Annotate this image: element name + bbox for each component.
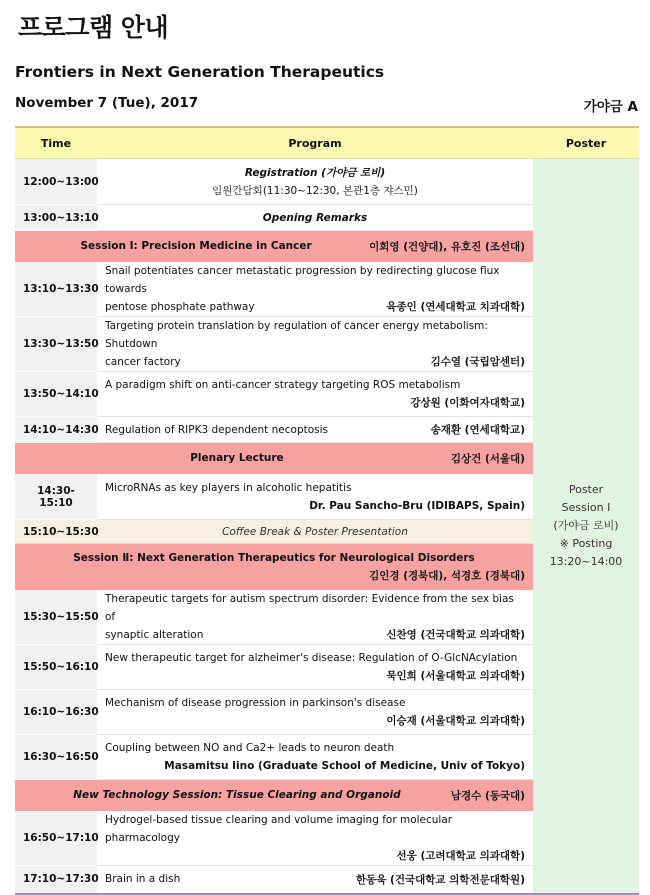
header-program: Program [97,127,533,159]
program-cell [97,262,533,317]
time-cell: 13:50~14:10 [15,372,97,417]
poster-line: 13:20~14:00 [549,554,623,568]
header-time: Time [15,127,97,159]
talk-speaker: Masamitsu Iino (Graduate School of Medicine, Univ of Tokyo) [164,760,525,772]
session-chairs: 이회영 (건양대), 유호진 (조선대) [369,240,525,253]
session-title: Session Ⅰ: Precision Medicine in Cancer [80,240,312,252]
program-cell [97,735,533,780]
talk-title: Targeting protein translation by regulation of cancer energy metabolism: Shutdown [105,320,488,350]
time-cell: 13:10~13:30 [15,262,97,317]
talk-speaker: 신찬영 (건국대학교 의과대학) [386,629,525,641]
talk-speaker: 묵인희 (서울대학교 의과대학) [386,670,525,682]
time-cell: 16:10~16:30 [15,690,97,735]
program-cell [97,417,533,443]
talk-speaker: 송재환 (연세대학교) [430,424,525,436]
poster-line: (가야금 로비) [553,518,619,532]
session-chair: 남경수 (동국대) [450,789,525,802]
time-cell: 16:50~17:10 [15,811,97,866]
talk-title: Mechanism of disease progression in parkinson's disease [105,697,406,709]
session-chairs: 김인경 (경북대), 석경호 (경북대) [369,569,525,582]
session-header-cell [15,443,533,474]
program-cell [97,811,533,866]
time-cell: 15:10~15:30 [15,520,97,544]
talk-title: Hydrogel-based tissue clearing and volume imaging for molecular pharmacology [105,814,453,844]
program-venue: 가야금 A [583,99,638,115]
session-title: New Technology Session: Tissue Clearing and Organoid [73,789,401,801]
program-cell [97,474,533,520]
session-title: Session Ⅱ: Next Generation Therapeutics for Neurological Disorders [73,551,475,564]
plenary-chair: 김상건 (서울대) [450,452,525,465]
conference-title: Frontiers in Next Generation Therapeutics [15,63,385,81]
program-cell [97,590,533,645]
program-table [15,126,639,895]
talk-title: cancer factory [105,356,181,368]
session-header-cell [15,544,533,590]
program-cell [97,372,533,417]
poster-line: Poster [568,482,604,496]
time-cell: 14:30-15:10 [15,474,97,520]
talk-speaker: 선웅 (고려대학교 의과대학) [396,850,525,862]
time-cell: 13:00~13:10 [15,205,97,231]
talk-title: MicroRNAs as key players in alcoholic hepatitis [105,481,352,494]
talk-title: Regulation of RIPK3 dependent necoptosis [105,423,329,436]
time-cell: 17:10~17:30 [15,866,97,894]
talk-title: synaptic alteration [105,629,204,641]
program-cell [97,159,533,205]
time-cell: 13:30~13:50 [15,317,97,372]
talk-title: Snail potentiates cancer metastatic progression by redirecting glucose flux towards [105,265,500,295]
registration-title: Registration (가야금 로비) [244,166,386,179]
talk-title: Therapeutic targets for autism spectrum disorder: Evidence from the sex bias of [105,593,514,623]
poster-line: ※ Posting [559,536,613,550]
talk-title: pentose phosphate pathway [105,301,255,313]
talk-speaker: 김수열 (국립암센터) [430,356,525,368]
time-cell: 12:00~13:00 [15,159,97,205]
talk-title: A paradigm shift on anti-cancer strategy targeting ROS metabolism [105,379,461,391]
header-poster: Poster [533,127,639,159]
talk-speaker: 강상원 (이화여자대학교) [410,397,525,409]
talk-title: Brain in a dish [105,873,181,886]
poster-line: Session Ⅰ [561,500,611,514]
talk-speaker: 한동욱 (건국대학교 의학전문대학원) [355,873,525,886]
poster-session-cell [533,159,639,894]
program-cell [97,866,533,894]
time-cell: 15:50~16:10 [15,645,97,690]
time-cell: 15:30~15:50 [15,590,97,645]
time-cell: 16:30~16:50 [15,735,97,780]
talk-title: New therapeutic target for alzheimer's disease: Regulation of O-GlcNAcylation [105,652,518,664]
registration-sub: 임원간담회(11:30~12:30, 본관1층 쟈스민) [212,184,418,197]
program-cell [97,690,533,735]
session-header-cell [15,231,533,262]
program-cell [97,645,533,690]
program-date: November 7 (Tue), 2017 [15,95,199,111]
talk-speaker: 이승재 (서울대학교 의과대학) [386,715,525,727]
table-header-row [15,127,639,159]
program-cell [97,317,533,372]
time-cell: 14:10~14:30 [15,417,97,443]
opening-title: Opening Remarks [97,205,533,231]
page-title: 프로그램 안내 [18,13,169,42]
talk-speaker: 육종인 (연세대학교 치과대학) [386,301,525,313]
coffee-title: Coffee Break & Poster Presentation [97,520,533,544]
table-row-registration [15,159,639,205]
talk-speaker: Dr. Pau Sancho-Bru (IDIBAPS, Spain) [309,499,525,512]
session-header-cell [15,780,533,811]
talk-title: Coupling between NO and Ca2+ leads to neuron death [105,742,395,754]
plenary-title: Plenary Lecture [190,452,284,464]
